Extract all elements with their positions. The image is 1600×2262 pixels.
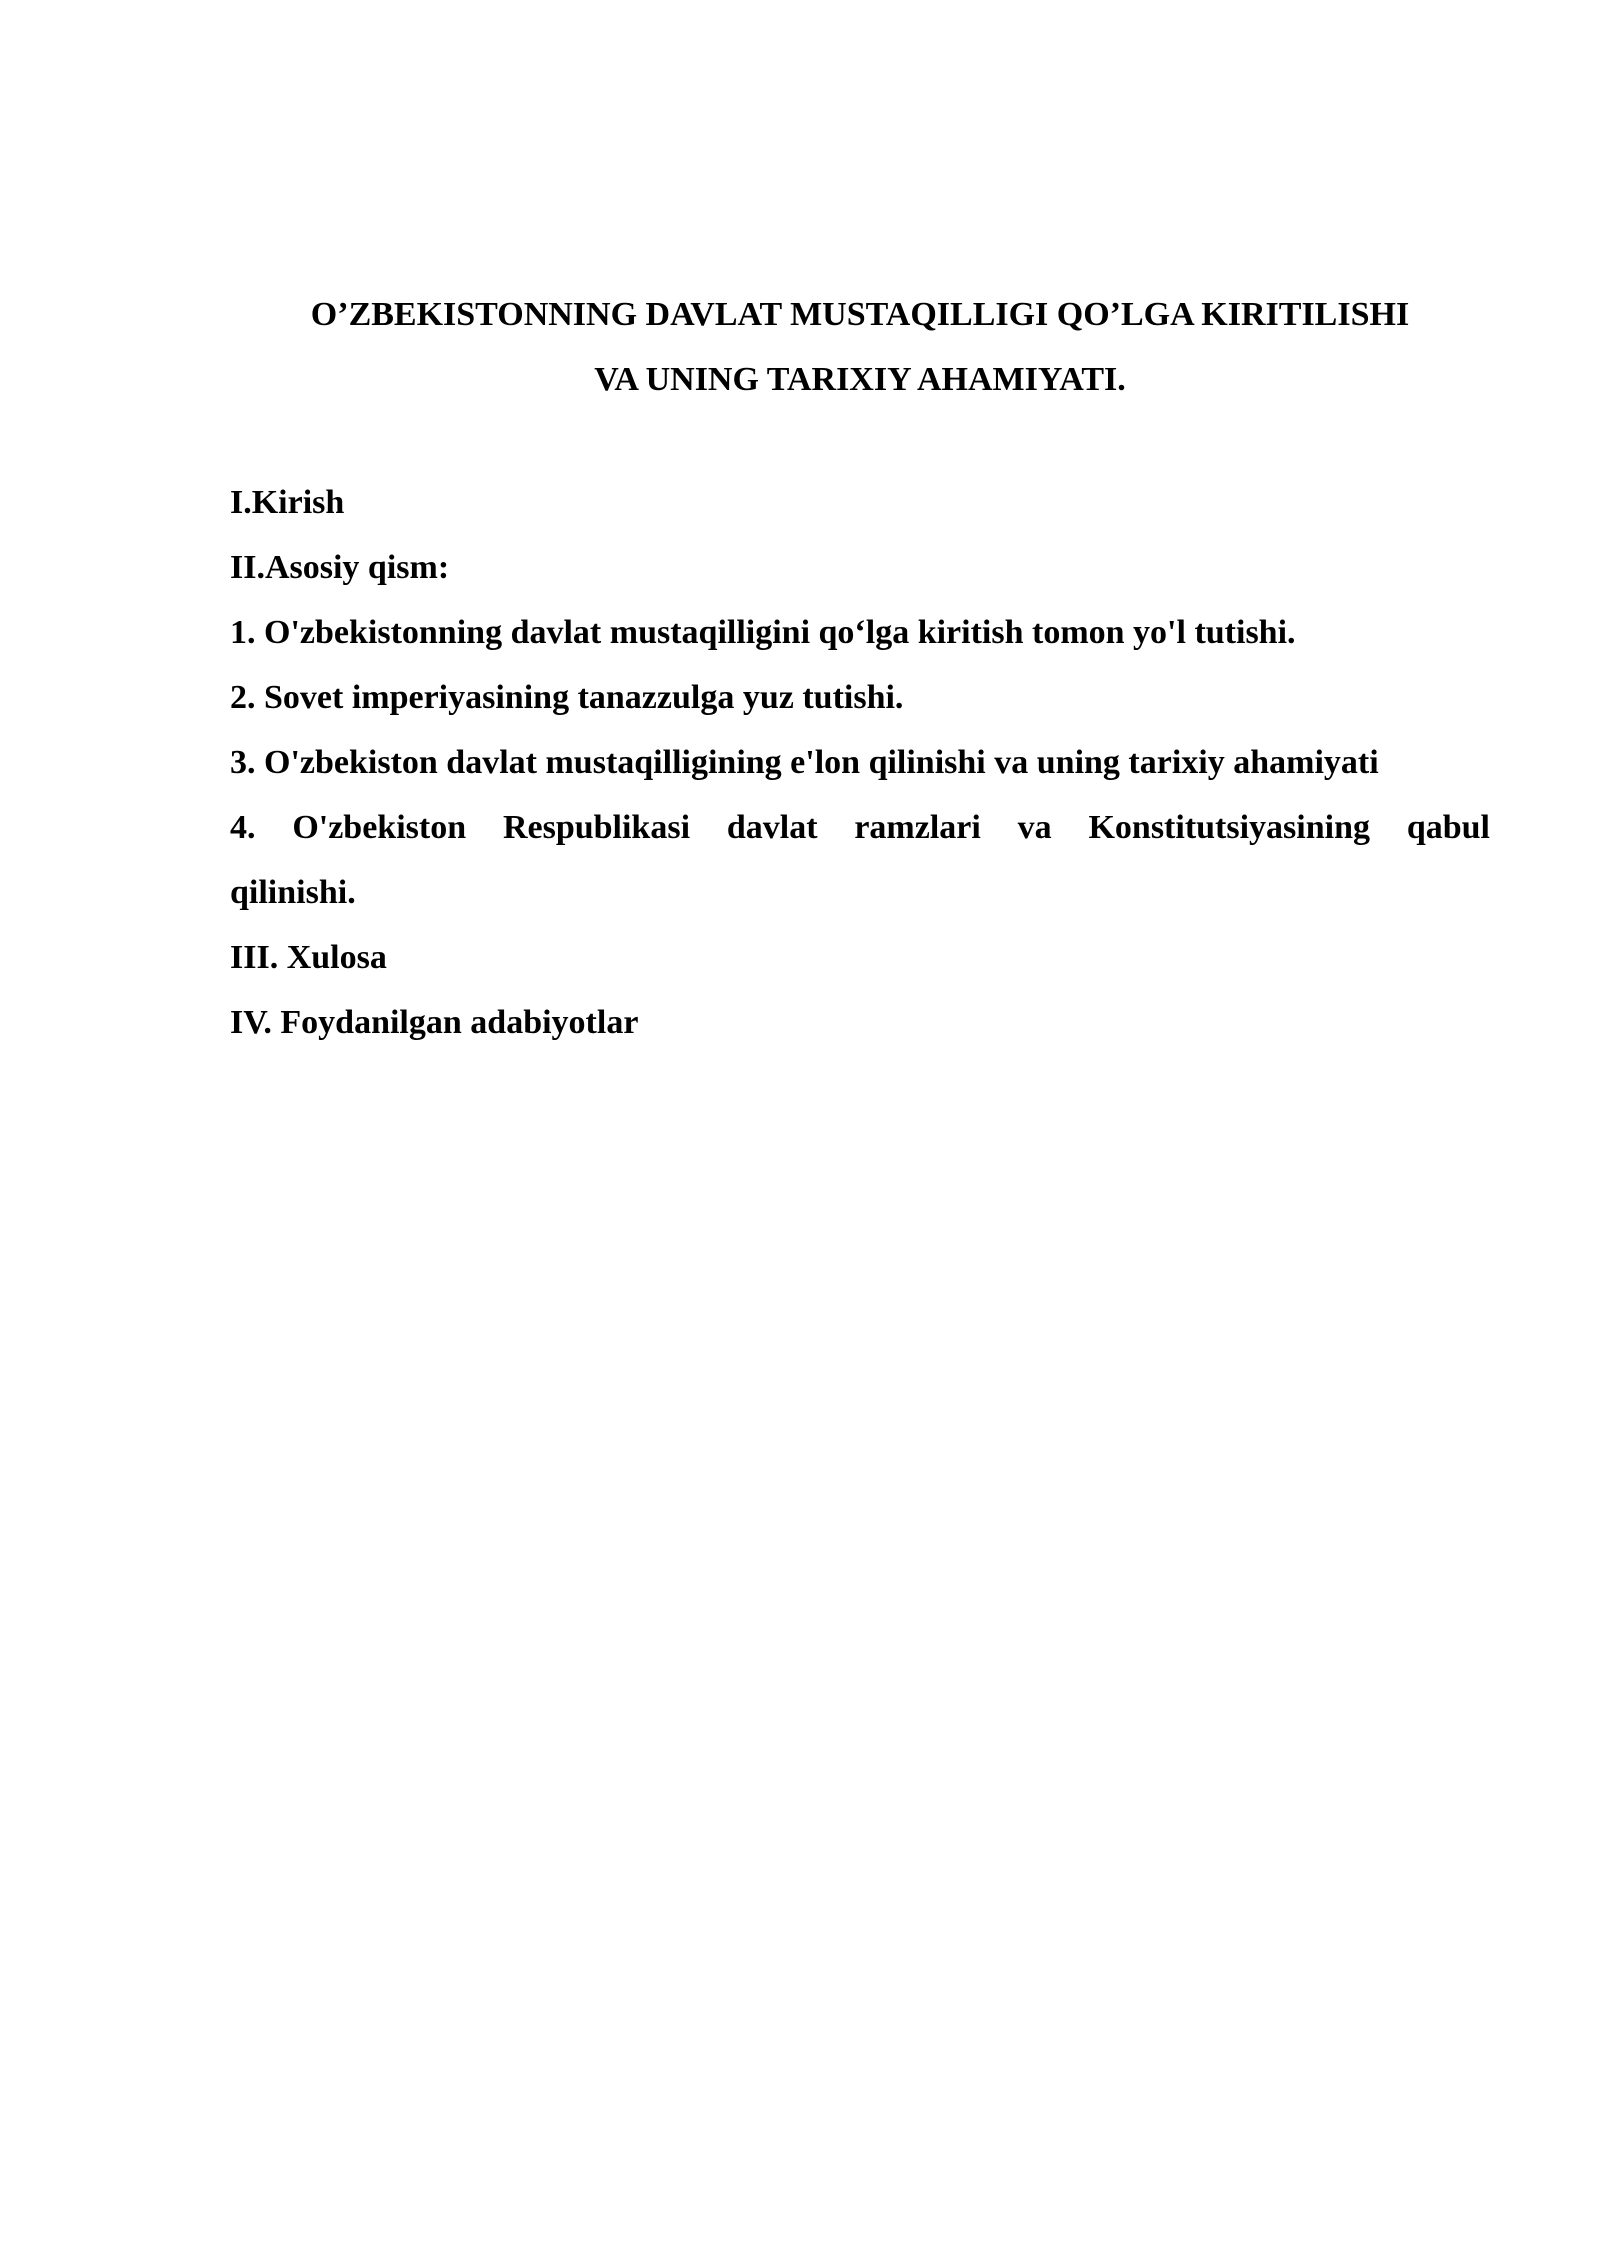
- contents-conclusion: III. Xulosa: [230, 939, 387, 976]
- item-4-word: Respublikasi: [502, 809, 691, 846]
- contents-main-part: II.Asosiy qism:: [230, 549, 450, 586]
- item-4-word: davlat: [726, 809, 818, 846]
- contents-item-2: 2. Sovet imperiyasining tanazzulga yuz tutishi.: [230, 679, 904, 716]
- contents-item-1: 1. O'zbekistonning davlat mustaqilligini qo‘lga kiritish tomon yo'l tutishi.: [230, 614, 1296, 651]
- contents-intro: I.Kirish: [230, 484, 345, 521]
- contents-item-3: 3. O'zbekiston davlat mustaqilligining e'lon qilinishi va uning tarixiy ahamiyati: [230, 744, 1379, 781]
- contents-item-4: [230, 795, 1490, 860]
- item-4-word: 4.: [230, 809, 256, 846]
- contents-item-4-continued: qilinishi.: [230, 874, 356, 911]
- contents-references: IV. Foydanilgan adabiyotlar: [230, 1004, 639, 1041]
- title-line-1: O’ZBEKISTONNING DAVLAT MUSTAQILLIGI QO’LGA KIRITILISHI: [310, 296, 1410, 333]
- item-4-word: va: [1017, 809, 1052, 846]
- table-of-contents: [230, 470, 1490, 1055]
- title-line-2: VA UNING TARIXIY AHAMIYATI.: [594, 361, 1126, 398]
- item-4-word: Konstitutsiyasining: [1088, 809, 1370, 846]
- item-4-word: qabul: [1406, 809, 1490, 846]
- item-4-word: ramzlari: [854, 809, 981, 846]
- item-4-word: O'zbekiston: [292, 809, 467, 846]
- document-title: [230, 282, 1490, 412]
